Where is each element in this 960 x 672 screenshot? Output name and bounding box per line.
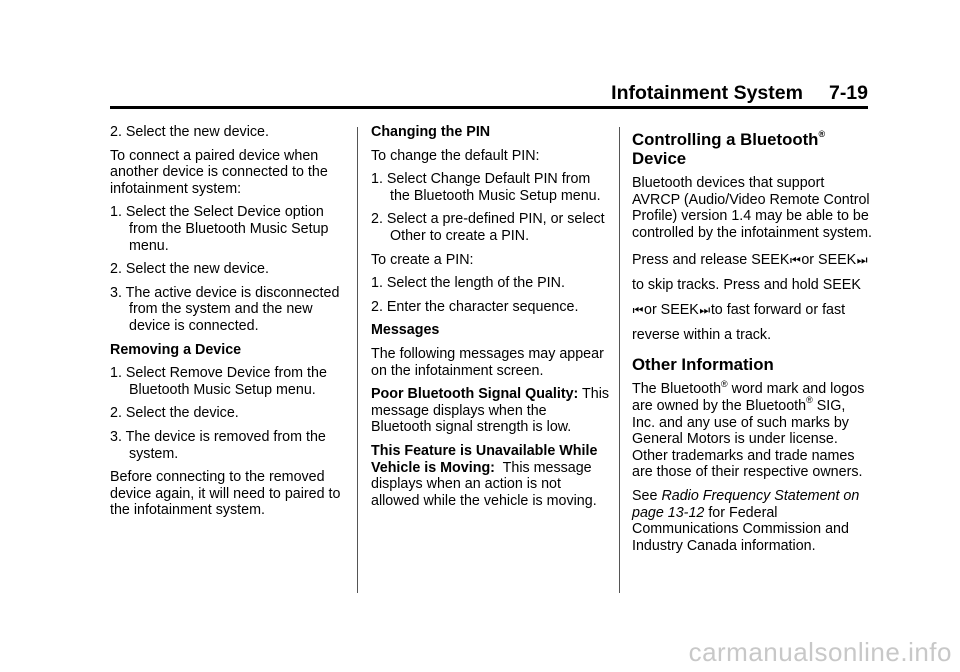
message-text: This message displays when an action is not allowed while the vehicle is moving. xyxy=(371,459,597,509)
column-divider-2 xyxy=(619,127,620,593)
step: 2. Select the device. xyxy=(110,405,239,422)
seek-back-icon: ⏮ xyxy=(632,303,644,318)
column-right xyxy=(632,124,872,561)
seek-back-icon: ⏮ xyxy=(789,253,801,268)
subheading-removing-device: Removing a Device xyxy=(110,341,242,358)
step: 1. Select Change Default PIN from the Bluetooth Music Setup menu. xyxy=(371,171,601,204)
message-entry xyxy=(371,443,611,509)
paragraph: To connect a paired device when another device is connected to the infotainment system: xyxy=(110,147,328,197)
column-middle xyxy=(371,124,611,516)
section-heading-other-information: Other Information xyxy=(632,355,774,375)
message-label: This Feature is Unavailable While Vehicle is Moving: xyxy=(371,442,598,476)
step: 1. Select Remove Device from the Bluetooth Music Setup menu. xyxy=(110,365,327,398)
page-number: 7-19 xyxy=(828,82,868,104)
step: 2. Select the new device. xyxy=(110,124,269,140)
message-entry xyxy=(371,386,611,436)
header-rule xyxy=(110,106,868,109)
step: 2. Select a pre-defined PIN, or select Other to create a PIN. xyxy=(371,211,605,244)
seek-forward-icon: ⏭ xyxy=(856,253,868,268)
paragraph-seek: Press and release SEEK⏮or SEEK⏭to skip tracks. Press and hold SEEK⏮or SEEK⏭to fast forward or fast reverse within a track. xyxy=(632,248,872,348)
section-title: Infotainment System xyxy=(611,82,803,104)
column-divider-1 xyxy=(357,127,358,593)
message-label: Poor Bluetooth Signal Quality: xyxy=(371,386,579,403)
paragraph: Before connecting to the removed device again, it will need to paired to the infotainment system. xyxy=(110,469,341,519)
column-left xyxy=(110,124,350,526)
paragraph: Bluetooth devices that support AVRCP (Audio/Video Remote Control Profile) version 1.4 may be able to be controlled by the infotainment system. xyxy=(632,175,872,241)
paragraph: To create a PIN: xyxy=(371,251,474,268)
step: 2. Select the new device. xyxy=(110,261,269,278)
paragraph: To change the default PIN: xyxy=(371,147,540,164)
paragraph-see-reference: See Radio Frequency Statement on page 13-12 for Federal Communications Commission and Industry Canada information. xyxy=(632,487,860,554)
step: 1. Select the Select Device option from the Bluetooth Music Setup menu. xyxy=(110,204,329,254)
step: 3. The device is removed from the system. xyxy=(110,428,326,462)
cross-reference-link: Radio Frequency Statement on page 13-12 xyxy=(632,487,860,521)
step: 2. Enter the character sequence. xyxy=(371,298,579,315)
section-heading-controlling: Controlling a Bluetooth® Device xyxy=(632,129,826,168)
step: 3. The active device is disconnected from the system and the new device is connected. xyxy=(110,284,340,334)
seek-forward-icon: ⏭ xyxy=(699,303,711,318)
page-header xyxy=(110,80,868,106)
subheading-changing-pin: Changing the PIN xyxy=(371,124,491,140)
subheading-messages: Messages xyxy=(371,322,440,339)
step: 1. Select the length of the PIN. xyxy=(371,275,565,292)
paragraph-trademark: The Bluetooth® word mark and logos are owned by the Bluetooth® SIG, Inc. and any use of such marks by General Motors is under license. Other trademarks and trade names are those of their respective owners. xyxy=(632,378,865,481)
watermark: carmanualsonline.info xyxy=(688,637,952,667)
paragraph: The following messages may appear on the infotainment screen. xyxy=(371,345,604,379)
message-text: This message displays when the Bluetooth signal strength is low. xyxy=(371,386,610,436)
